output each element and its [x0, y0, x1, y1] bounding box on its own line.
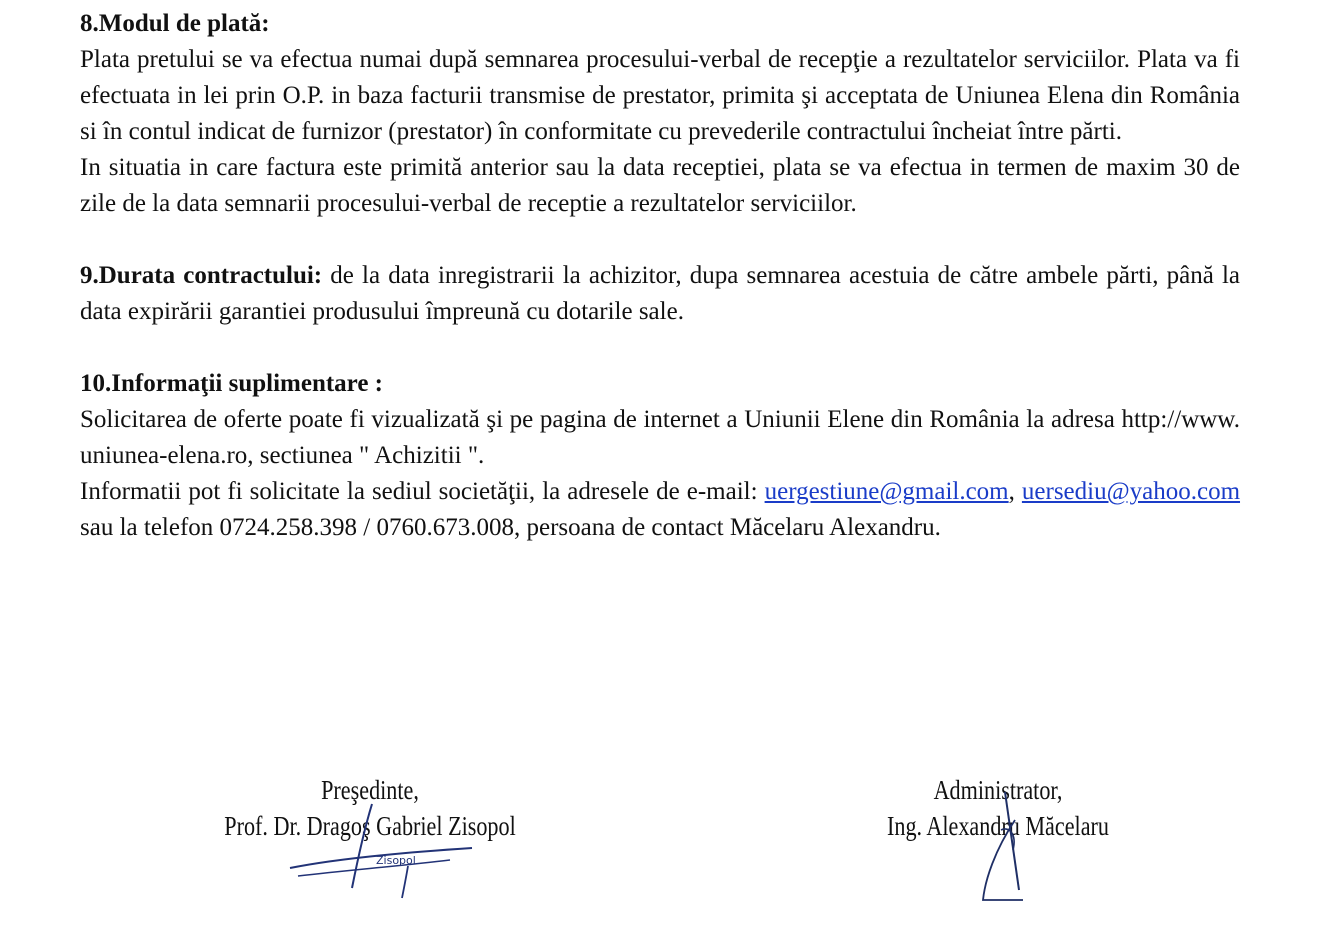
section-8 [80, 6, 1240, 222]
administrator-role: Administrator, [933, 775, 1063, 805]
section-9 [80, 258, 1240, 330]
administrator-signature-scribble [975, 790, 1045, 910]
section-8-heading: 8.Modul de plată: [80, 10, 270, 37]
section-8-paragraph-1: Plata pretului se va efectua numai după semnarea procesului-verbal de recepţie a rezultatelor serviciilor. Plata va fi efectuata in lei prin O.P. in baza facturii transmise de prestator, primita şi acceptata de Uniunea Elena din România si în contul indicat de furnizor (prestator) în conformitate cu prevederile contractului încheiat între părti. [80, 46, 1240, 145]
president-name: Prof. Dr. Dragoş Gabriel Zisopol [224, 811, 516, 841]
section-10-paragraph-2 [80, 474, 1240, 546]
section-10-paragraph-1: Solicitarea de oferte poate fi vizualizată şi pe pagina de internet a Uniunii Elene din România la adresa http://www. uniunea-elena.ro, sectiunea " Achizitii ". [80, 406, 1240, 469]
president-signature-scribble [280, 800, 480, 910]
section-9-text: de la data inregistrarii la achizitor, dupa semnarea acestuia de către ambele părti, până la data expirării garantiei produsului împreună cu dotarile sale. [80, 262, 1240, 325]
email-link-uergestiune[interactable]: uergestiune@gmail.com [764, 478, 1009, 505]
section-10 [80, 366, 1240, 546]
document-body [80, 6, 1240, 546]
email-separator: , [1008, 478, 1022, 505]
section-9-heading: 9.Durata contractului: [80, 262, 323, 289]
contact-text-prefix: Informatii pot fi solicitate la sediul societăţii, la adresele de e-mail: [80, 478, 765, 505]
email-link-uersediu[interactable]: uersediu@yahoo.com [1021, 478, 1241, 505]
president-role: Preşedinte, [321, 775, 419, 805]
contact-text-suffix: sau la telefon 0724.258.398 / 0760.673.008, persoana de contact Măcelaru Alexandru. [80, 514, 941, 541]
section-9-paragraph [80, 258, 1240, 330]
administrator-name: Ing. Alexandru Măcelaru [887, 811, 1109, 841]
section-10-heading: 10.Informaţii suplimentare : [80, 370, 383, 397]
section-8-paragraph-2: In situatia in care factura este primită anterior sau la data receptiei, plata se va efectua in termen de maxim 30 de zile de la data semnarii procesului-verbal de receptie a rezultatelor serviciilor. [80, 154, 1240, 217]
president-signature-text: Zisopol [376, 854, 416, 867]
